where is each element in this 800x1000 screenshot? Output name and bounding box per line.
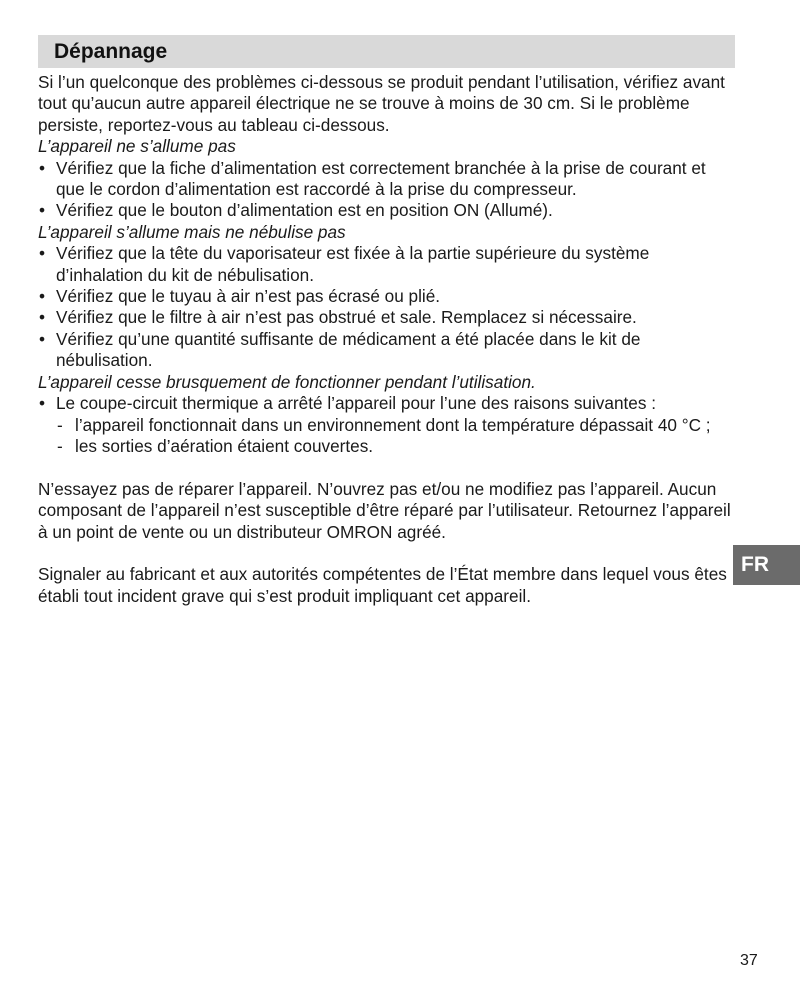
list-item-text: Le coupe-circuit thermique a arrêté l’appareil pour l’une des raisons suivantes : — [56, 393, 656, 414]
list-item-text: Vérifiez que le bouton d’alimentation est en position ON (Allumé). — [56, 200, 553, 221]
list-item — [38, 243, 738, 286]
list-item-text: Vérifiez que la fiche d’alimentation est correctement branchée à la prise de courant et que le cordon d’alimentation est raccordé à la prise du compresseur. — [56, 157, 706, 200]
problem-heading-no-nebulization: L’appareil s’allume mais ne nébulise pas — [38, 221, 346, 242]
section-title-bar — [38, 35, 735, 68]
problem-heading-sudden-stop: L’appareil cesse brusquement de fonctionner pendant l’utilisation. — [38, 371, 536, 392]
troubleshooting-content — [38, 72, 738, 607]
list-item-text: Vérifiez que le tuyau à air n’est pas écrasé ou plié. — [56, 286, 441, 307]
repair-warning-paragraph: N’essayez pas de réparer l’appareil. N’ouvrez pas et/ou ne modifiez pas l’appareil. Aucun composant de l’appareil n’est susceptible d’être réparé par l’utilisateur. Retournez l’appareil à un point de vente ou un distributeur OMRON agréé. — [38, 478, 731, 542]
sub-list-item-text: l’appareil fonctionnait dans un environnement dont la température dépassait 40 °C ; — [75, 414, 711, 435]
dash-marker: - — [57, 435, 63, 456]
page-title: Dépannage — [54, 39, 168, 63]
dash-marker: - — [57, 414, 63, 435]
paragraph-spacer — [38, 457, 738, 478]
bullet-marker: • — [39, 157, 46, 178]
bullet-marker: • — [39, 307, 46, 328]
bullet-marker: • — [39, 393, 46, 414]
list-item-text: Vérifiez que le filtre à air n’est pas obstrué et sale. Remplacez si nécessaire. — [56, 307, 637, 328]
list-item — [38, 158, 738, 201]
list-item-text: Vérifiez que la tête du vaporisateur est fixée à la partie supérieure du système d’inhalation du kit de nébulisation. — [56, 243, 650, 285]
incident-report-paragraph: Signaler au fabricant et aux autorités compétentes de l’État membre dans lequel vous êtes établi tout incident grave qui s’est produit impliquant cet appareil. — [38, 564, 727, 606]
language-tab: FR — [733, 545, 800, 585]
bullet-marker: • — [39, 243, 46, 264]
sub-list-item — [38, 415, 738, 436]
list-item — [38, 307, 738, 328]
sub-list-item-text: les sorties d’aération étaient couvertes. — [75, 435, 374, 456]
list-item — [38, 393, 738, 414]
page-number: 37 — [740, 952, 758, 969]
list-item — [38, 286, 738, 307]
list-item — [38, 329, 738, 372]
problem-heading-no-power: L’appareil ne s’allume pas — [38, 136, 236, 157]
list-item-text: Vérifiez qu’une quantité suffisante de médicament a été placée dans le kit de nébulisation. — [56, 328, 641, 371]
bullet-marker: • — [39, 200, 46, 221]
bullet-marker: • — [39, 328, 46, 349]
sub-list-item — [38, 436, 738, 457]
paragraph-spacer — [38, 543, 738, 564]
list-item — [38, 200, 738, 221]
intro-paragraph: Si l’un quelconque des problèmes ci-dessous se produit pendant l’utilisation, vérifiez avant tout qu’aucun autre appareil électrique ne se trouve à moins de 30 cm. Si le problème persiste, reportez-vous au tableau ci-dessous. — [38, 72, 725, 135]
bullet-marker: • — [39, 286, 46, 307]
